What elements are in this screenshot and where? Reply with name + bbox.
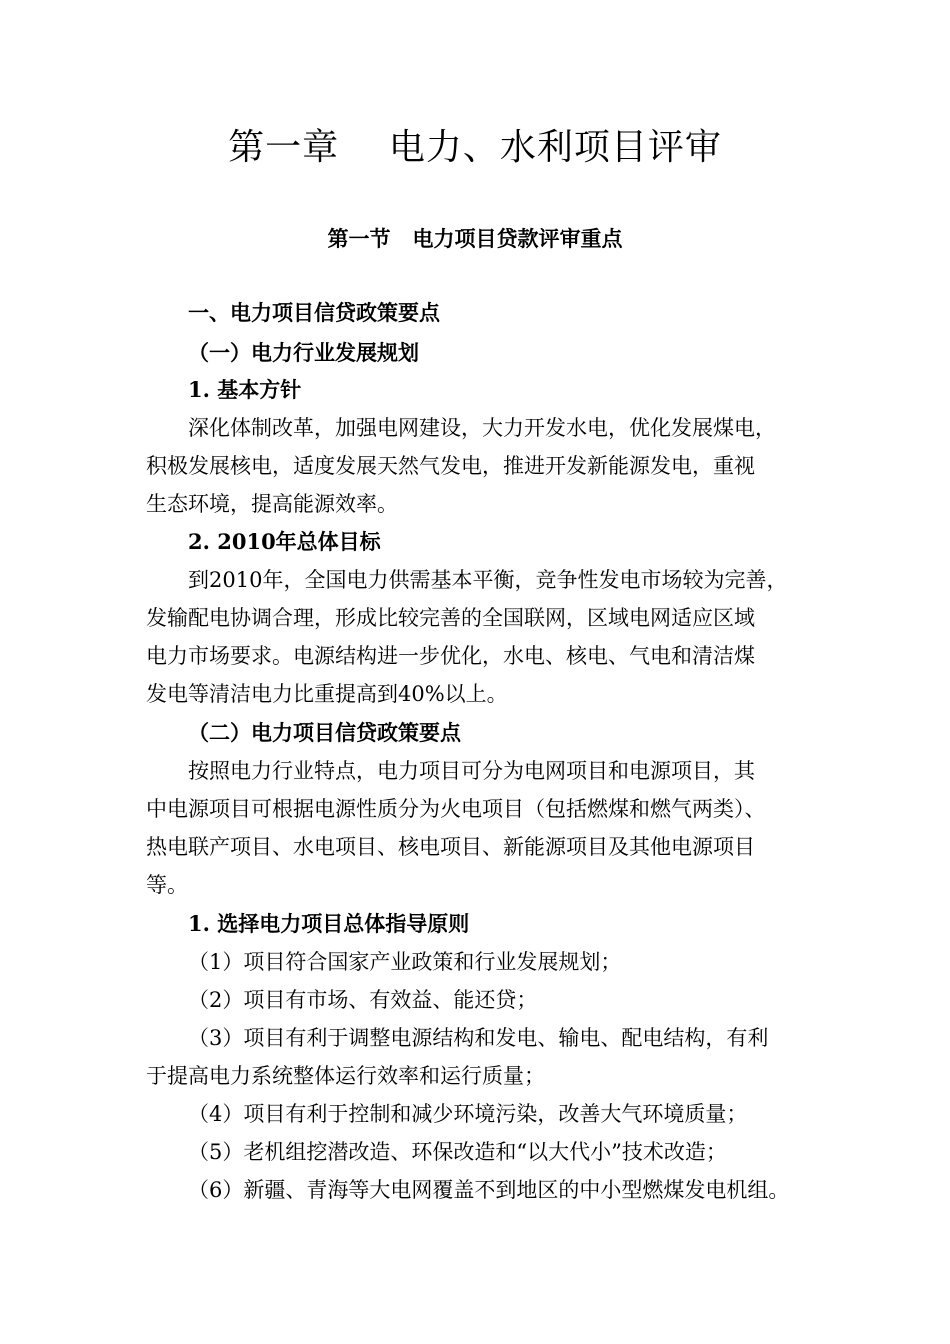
principle-item: （3）项目有利于调整电源结构和发电、输电、配电结构，有利	[188, 1026, 769, 1050]
principle-item: （1）项目符合国家产业政策和行业发展规划；	[188, 950, 622, 974]
paragraph-line: 到2010年，全国电力供需基本平衡，竞争性发电市场较为完善，	[188, 568, 788, 592]
principle-title: 1. 选择电力项目总体指导原则	[188, 911, 470, 936]
item-basic-policy-title: 1. 基本方针	[188, 377, 302, 402]
heading-policy-points: 一、电力项目信贷政策要点	[188, 300, 440, 325]
principle-item: （6）新疆、青海等大电网覆盖不到地区的中小型燃煤发电机组。	[188, 1178, 790, 1202]
paragraph-line: 按照电力行业特点，电力项目可分为电网项目和电源项目，其	[188, 759, 755, 783]
paragraph-line: 发电等清洁电力比重提高到40%以上。	[146, 682, 508, 706]
item-2010-goal-title: 2. 2010年总体目标	[188, 529, 381, 554]
principle-item: （2）项目有市场、有效益、能还贷；	[188, 988, 538, 1012]
paragraph-line: 中电源项目可根据电源性质分为火电项目（包括燃煤和燃气两类）、	[146, 797, 766, 821]
heading-industry-plan: （一）电力行业发展规划	[188, 340, 419, 365]
principle-item: （4）项目有利于控制和减少环境污染，改善大气环境质量；	[188, 1102, 748, 1126]
section-title: 第一节 电力项目贷款评审重点	[327, 226, 623, 251]
principle-item: （5）老机组挖潜改造、环保改造和“以大代小”技术改造；	[188, 1140, 727, 1164]
heading-credit-policy: （二）电力项目信贷政策要点	[188, 720, 461, 745]
paragraph-line: 发输配电协调合理，形成比较完善的全国联网，区域电网适应区域	[146, 606, 755, 630]
paragraph-line: 等。	[146, 873, 188, 897]
paragraph-line: 生态环境，提高能源效率。	[146, 492, 398, 516]
chapter-title: 第一章 电力、水利项目评审	[228, 127, 722, 168]
paragraph-line: 热电联产项目、水电项目、核电项目、新能源项目及其他电源项目	[146, 835, 755, 859]
paragraph-line: 电力市场要求。电源结构进一步优化，水电、核电、气电和清洁煤	[146, 644, 755, 668]
paragraph-line: 积极发展核电，适度发展天然气发电，推进开发新能源发电，重视	[146, 454, 755, 478]
principle-item-continued: 于提高电力系统整体运行效率和运行质量；	[146, 1064, 545, 1088]
paragraph-line: 深化体制改革，加强电网建设，大力开发水电，优化发展煤电，	[188, 416, 776, 440]
